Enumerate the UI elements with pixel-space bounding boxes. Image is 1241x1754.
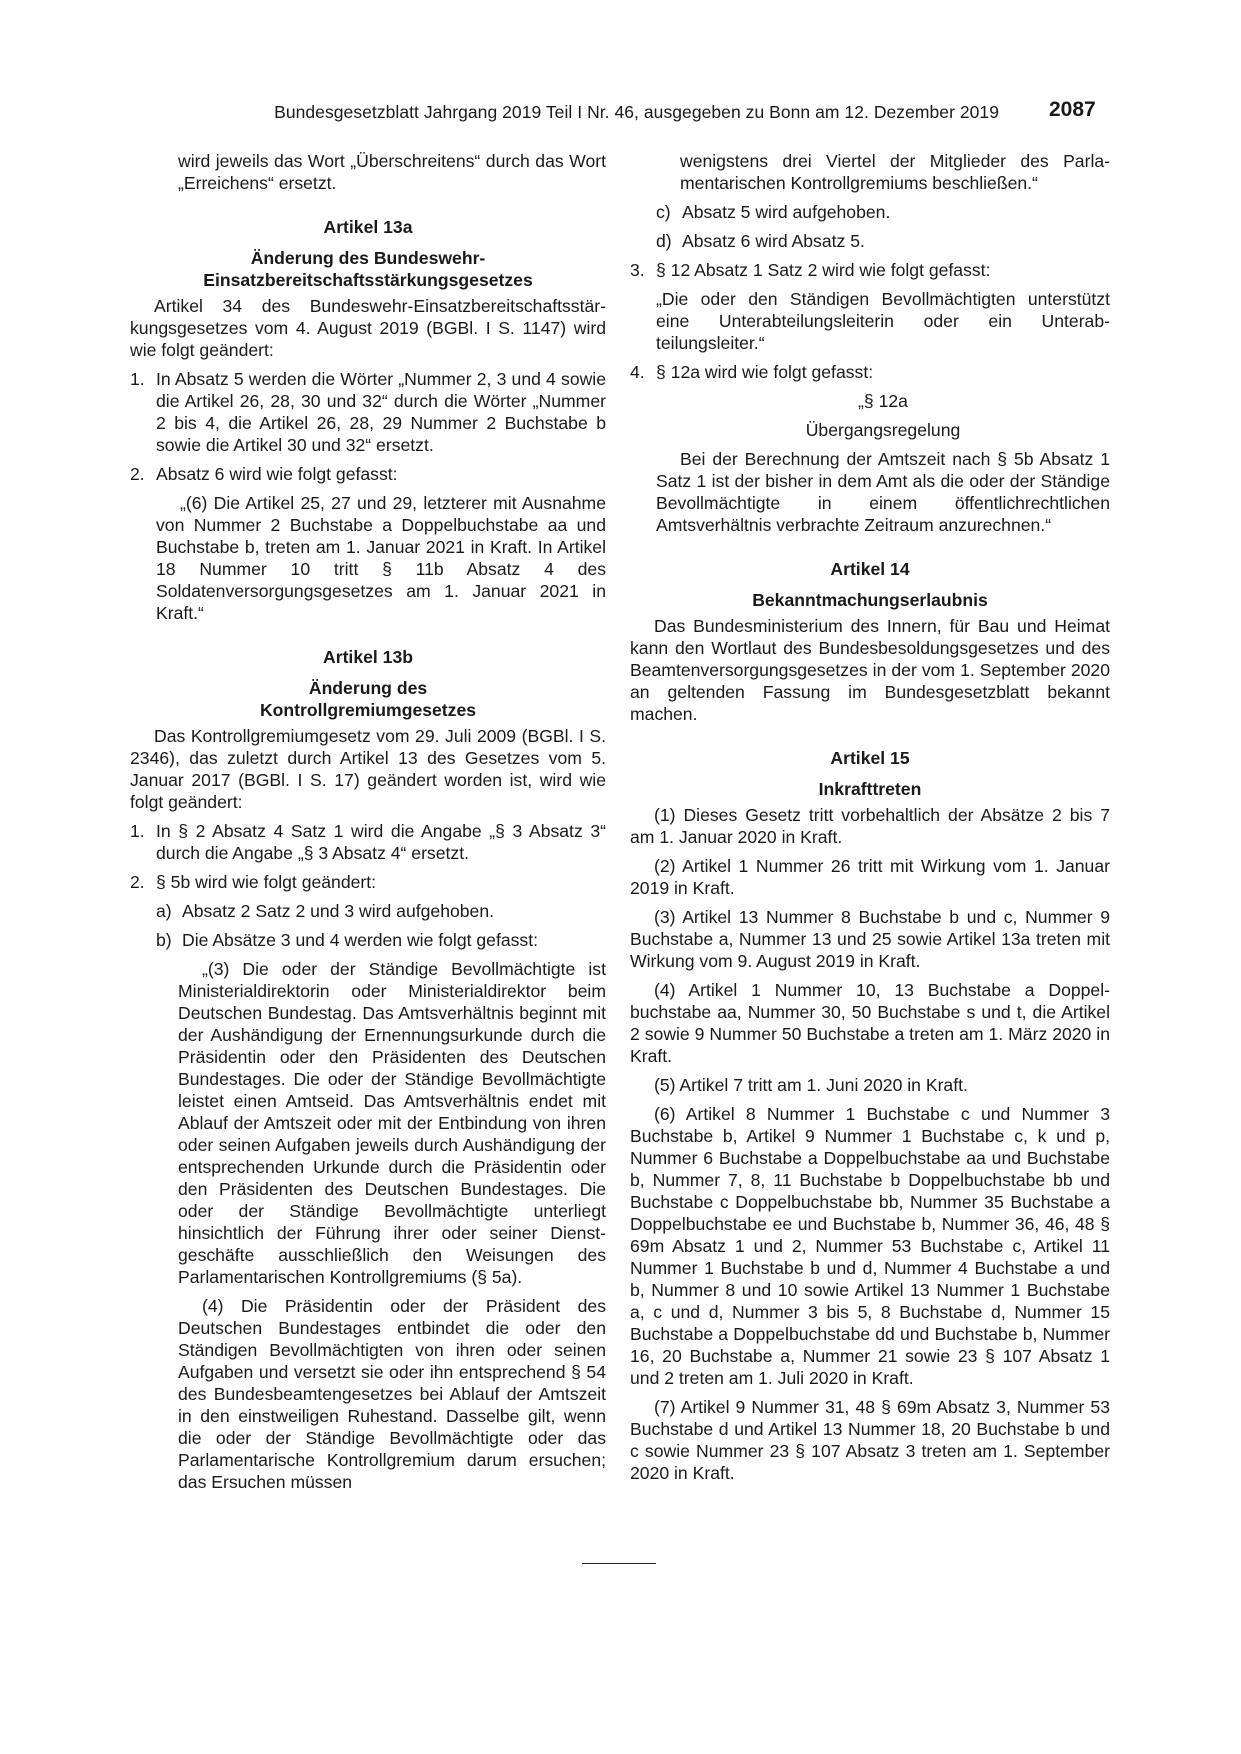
article-14-title: Bekanntmachungserlaubnis [752, 590, 988, 610]
article-13b-sub-a [156, 900, 606, 922]
page-number: 2087 [1049, 98, 1096, 121]
item-text: Absatz 6 wird Absatz 5. [682, 231, 865, 251]
right-column [630, 150, 1110, 1491]
item-number: 2. [130, 464, 145, 484]
item-letter: d) [656, 231, 672, 251]
quote-paragraph-4: (4) Die Präsidentin oder der Präsident des Deutschen Bundestages entbindet die oder den Ständigen Bevollmächtigten von ihren oder seinen Aufgaben und versetzt sie oder ihn entsprechend § 54 des Bundesbeamtengesetzes bei Ablauf der Amtszeit in den einstweiligen Ruhestand. Dasselbe gilt, wenn die oder der Ständige Bevollmächtigte oder das Parlamentarische Kontrollgremium darum ersuchen; das Ersuchen müssen [178, 1296, 606, 1492]
article-15-number: Artikel 15 [830, 748, 910, 768]
page-header [0, 98, 1241, 128]
section-12a-heading: „§ 12a [858, 391, 908, 411]
article-13b-intro: Das Kontrollgremiumgesetz vom 29. Juli 2009 (BGBl. I S. 2346), das zuletzt durch Artikel 13 des Gesetzes vom 5. Januar 2017 (BGBl. I S. 17) geändert worden ist, wird wie folgt geändert: [130, 726, 606, 812]
quote-paragraph-3: „(3) Die oder der Ständige Bevollmächtigte ist Ministerialdirektorin oder Ministerialdirektor beim Deutschen Bundestag. Das Amtsverhältnis beginnt mit der Aushändigung der Ernennungsurkunde durch die Präsidentin oder den Präsidenten des Deutschen Bundestages. Die oder der Ständige Bevollmächtigte leistet einen Amtseid. Das Amtsverhältnis endet mit Ablauf der Amtszeit oder mit der Entbindung von ihren oder seinen Aufgaben jeweils durch Aushändigung der entsprechenden Urkunde durch die Präsidentin oder den Präsidenten des Deutschen Bundestages. Die oder der Ständige Bevollmächtigte unterliegt hinsichtlich der Führung ihrer oder seiner Dienstgeschäfte ausschließlich den Weisungen des Parlamentarischen Kontrollgremiums (§ 5a). [178, 959, 606, 1287]
article-15-paragraph-5: (5) Artikel 7 tritt am 1. Juni 2020 in Kraft. [654, 1075, 968, 1095]
article-15-paragraph-1: (1) Dieses Gesetz tritt vorbehaltlich der Absätze 2 bis 7 am 1. Januar 2020 in Kraft. [630, 805, 1110, 847]
item-text: § 12a wird wie folgt gefasst: [656, 362, 874, 382]
article-13b-item-4 [630, 361, 1110, 383]
item-number: 1. [130, 369, 145, 389]
item-number: 1. [130, 821, 145, 841]
article-13a-item-1 [130, 368, 606, 456]
article-13b-title-line1: Änderung des [308, 678, 428, 698]
article-13b-item-1 [130, 820, 606, 864]
article-13b-sub-b [156, 929, 606, 951]
item-text: Die Absätze 3 und 4 werden wie folgt gefasst: [182, 930, 538, 950]
item-letter: a) [156, 901, 172, 921]
article-15-title: Inkrafttreten [818, 779, 922, 799]
item-letter: c) [656, 202, 671, 222]
item-letter: b) [156, 930, 172, 950]
article-13b-sub-d [656, 230, 1110, 252]
article-15-paragraph-6: (6) Artikel 8 Nummer 1 Buchstabe c und Nummer 3 Buchstabe b, Artikel 9 Nummer 1 Buchstabe c, k und p, Nummer 6 Buchstabe a Doppelbuchstabe aa und Buchstabe b, Nummer 7, 8, 11 Buchstabe b Doppelbuchstabe bb und Buchstabe c Doppelbuchstabe bb, Nummer 35 Buchstabe a Doppelbuchstabe ee und Buchstabe b, Nummer 36, 46, 48 § 69m Absatz 1 und 2, Nummer 53 Buchstabe c, Artikel 11 Nummer 1 Buchstabe b und d, Nummer 4 Buchstabe a und b, Nummer 8 und 10 sowie Artikel 13 Nummer 1 Buchstabe a, c und d, Nummer 3 bis 5, 8 Buchstabe d, Nummer 15 Buchstabe a Doppelbuchstabe dd und Buchstabe b, Nummer 16, 20 Buchstabe a, Nummer 21 sowie 23 § 107 Absatz 1 und 2 treten am 1. Juli 2020 in Kraft. [630, 1104, 1110, 1388]
article-13b-item-3 [630, 259, 1110, 281]
item-text: In Absatz 5 werden die Wörter „Nummer 2, 3 und 4 sowie die Artikel 26, 28, 30 und 32“ durch die Wörter „Nummer 2 bis 4, die Artikel 26, 28, 29 Nummer 2 Buchstabe b sowie die Artikel 30 und 32“ ersetzt. [156, 369, 606, 455]
section-12a-text: Bei der Berechnung der Amtszeit nach § 5b Absatz 1 Satz 1 ist der bisher in dem Amt als die oder der Ständige Bevollmächtigte in einem öffentlichrechtlichen Amtsverhältnis verbrachte Zeitraum anzurechnen.“ [656, 449, 1110, 535]
article-15-paragraph-2: (2) Artikel 1 Nummer 26 tritt mit Wirkung vom 1. Januar 2019 in Kraft. [630, 856, 1110, 898]
item-text: Absatz 2 Satz 2 und 3 wird aufgehoben. [182, 901, 495, 921]
article-15-paragraph-4: (4) Artikel 1 Nummer 10, 13 Buchstabe a Doppelbuchstabe aa, Nummer 30, 50 Buchstabe s und t, die Artikel 2 sowie 9 Nummer 50 Buchstabe a treten am 1. März 2020 in Kraft. [630, 980, 1110, 1066]
left-column [130, 150, 606, 1500]
article-13a-title-line2: Einsatzbereitschaftsstärkungsgesetzes [203, 270, 533, 290]
continued-text: wird jeweils das Wort „Überschreitens“ durch das Wort „Erreichens“ ersetzt. [178, 151, 606, 193]
item-number: 4. [630, 362, 645, 382]
item-text: Absatz 6 wird wie folgt gefasst: [156, 464, 398, 484]
article-15-paragraph-3: (3) Artikel 13 Nummer 8 Buchstabe b und c, Nummer 9 Buchstabe a, Nummer 13 und 25 sowie Artikel 13a treten mit Wirkung vom 9. August 2019 in Kraft. [630, 907, 1110, 971]
article-14-text: Das Bundesministerium des Innern, für Bau und Heimat kann den Wortlaut des Bundesbesoldungsgesetzes und des Beamtenversorgungsgesetzes in der vom 1. September 2020 an geltenden Fassung im Bundesgesetzblatt bekannt machen. [630, 616, 1110, 724]
article-13b-item-2 [130, 871, 606, 893]
header-text: Bundesgesetzblatt Jahrgang 2019 Teil I Nr. 46, ausgegeben zu Bonn am 12. Dezember 2019 [274, 102, 999, 122]
item-3-quote: „Die oder den Ständigen Bevollmächtigten unterstützt eine Unterabteilungsleiterin oder ein Unterabteilungsleiter.“ [656, 289, 1110, 353]
article-15-paragraph-7: (7) Artikel 9 Nummer 31, 48 § 69m Absatz 3, Nummer 53 Buchstabe d und Artikel 13 Nummer 18, 20 Buchstabe b und c sowie Nummer 23 § 107 Absatz 3 treten am 1. September 2020 in Kraft. [630, 1397, 1110, 1483]
article-13a-item-2 [130, 463, 606, 485]
end-rule [582, 1563, 656, 1564]
article-13a-quote: „(6) Die Artikel 25, 27 und 29, letzterer mit Ausnahme von Nummer 2 Buchstabe a Doppelbuchstabe aa und Buchstabe b, treten am 1. Januar 2021 in Kraft. In Artikel 18 Nummer 10 tritt § 11b Absatz 4 des Soldatenversorgungsgesetzes am 1. Januar 2021 in Kraft.“ [156, 493, 606, 623]
article-13b-number: Artikel 13b [323, 647, 413, 667]
article-13b-title-line2: Kontrollgremiumgesetzes [259, 700, 477, 720]
item-text: Absatz 5 wird aufgehoben. [682, 202, 891, 222]
item-number: 2. [130, 872, 145, 892]
continued-text: wenigstens drei Viertel der Mitglieder des Parlamentarischen Kontrollgremiums beschließen.“ [680, 151, 1110, 193]
article-13a-intro: Artikel 34 des Bundeswehr-Einsatzbereitschaftsstärkungsgesetzes vom 4. August 2019 (BGBl. I S. 1147) wird wie folgt geändert: [130, 296, 606, 360]
item-text: § 5b wird wie folgt geändert: [156, 872, 377, 892]
item-number: 3. [630, 260, 645, 280]
article-14-number: Artikel 14 [830, 559, 910, 579]
section-12a-title: Übergangsregelung [805, 420, 961, 440]
article-13a-title-line1: Änderung des Bundeswehr- [250, 248, 486, 268]
item-text: In § 2 Absatz 4 Satz 1 wird die Angabe „§ 3 Absatz 3“ durch die Angabe „§ 3 Absatz 4“ ersetzt. [156, 821, 606, 863]
item-text: § 12 Absatz 1 Satz 2 wird wie folgt gefasst: [656, 260, 991, 280]
article-13b-sub-c [656, 201, 1110, 223]
article-13a-number: Artikel 13a [323, 217, 413, 237]
